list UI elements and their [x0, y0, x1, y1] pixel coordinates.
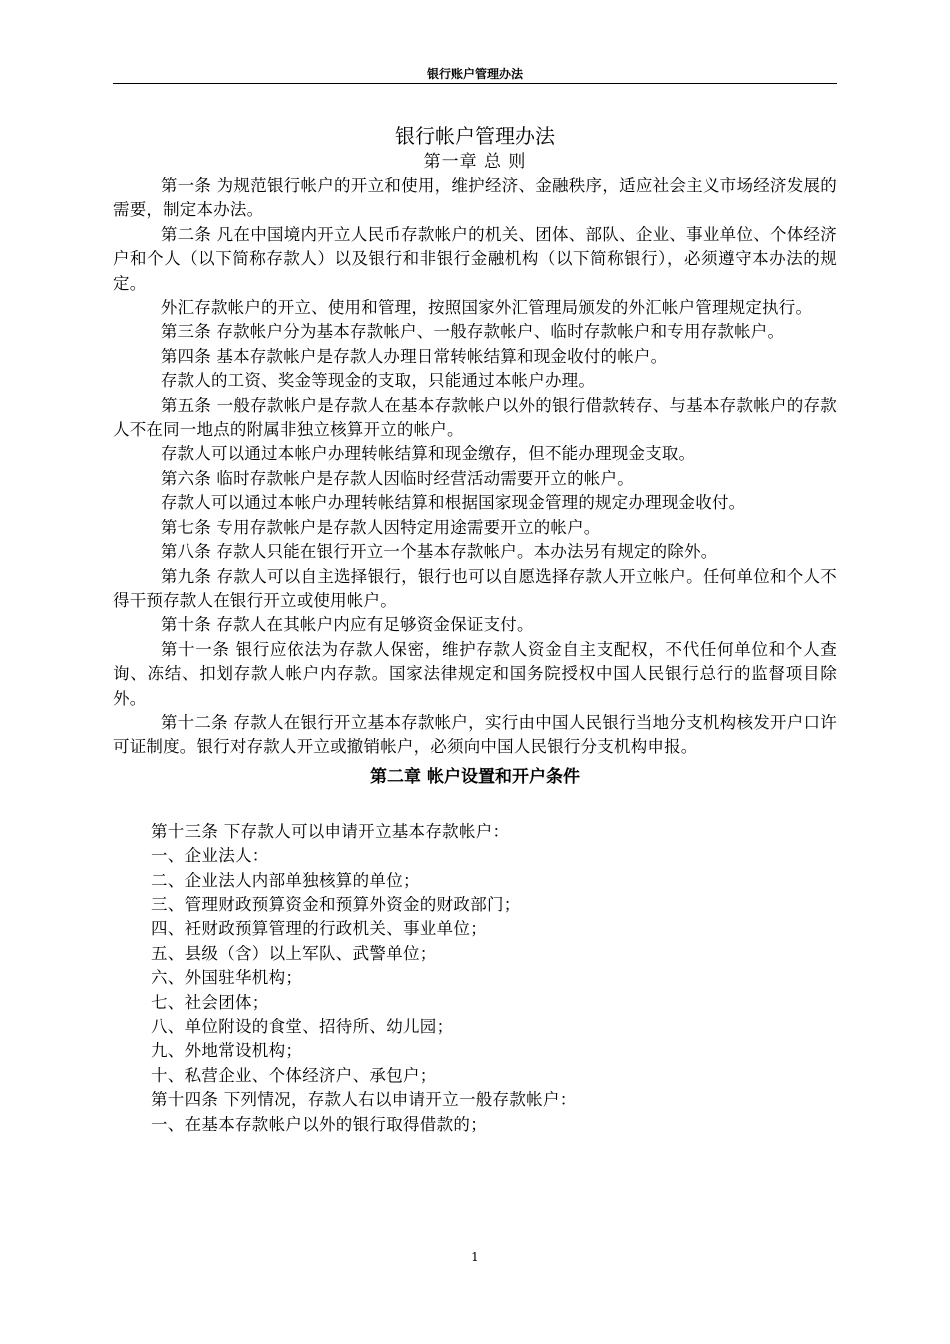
list-item: 五、县级（含）以上军队、武警单位； [151, 943, 437, 963]
list-item: 第十四条 下列情况，存款人右以申请开立一般存款帐户： [151, 1090, 577, 1110]
paragraph: 第五条 一般存款帐户是存款人在基本存款帐户以外的银行借款转存、与基本存款帐户的存款人不在同一地点的附属非独立核算开立的帐户。 [113, 395, 837, 440]
paragraph: 第十一条 银行应依法为存款人保密，维护存款人资金自主支配权，不代任何单位和个人查询、冻结、扣划存款人帐户内存款。国家法律规定和国务院授权中国人民银行总行的监督项目除外。 [113, 639, 837, 708]
chapter-heading-2: 第二章 帐户设置和开户条件 [370, 766, 580, 787]
paragraph: 第三条 存款帐户分为基本存款帐户、一般存款帐户、临时存款帐户和专用存款帐户。 [160, 322, 785, 342]
paragraph: 第七条 专用存款帐户是存款人因特定用途需要开立的帐户。 [160, 517, 601, 537]
paragraph: 第二条 凡在中国境内开立人民币存款帐户的机关、团体、部队、企业、事业单位、个体经济户和个人（以下简称存款人）以及银行和非银行金融机构（以下简称银行），必须遵守本办法的规定。 [113, 224, 837, 293]
paragraph: 第九条 存款人可以自主选择银行，银行也可以自愿选择存款人开立帐户。任何单位和个人不得干预存款人在银行开立或使用帐户。 [113, 566, 837, 610]
paragraph: 外汇存款帐户的开立、使用和管理，按照国家外汇管理局颁发的外汇帐户管理规定执行。 [160, 298, 813, 318]
document-body [113, 122, 837, 1137]
paragraph: 存款人可以通过本帐户办理转帐结算和现金缴存，但不能办理现金支取。 [160, 444, 696, 464]
list-item: 三、管理财政预算资金和预算外资金的财政部门； [151, 894, 521, 914]
article-list [113, 820, 837, 1137]
document-title: 银行帐户管理办法 [395, 124, 555, 148]
list-item: 二、企业法人内部单独核算的单位； [151, 870, 420, 890]
list-item: 第十三条 下存款人可以申请开立基本存款帐户： [151, 821, 510, 841]
list-item: 八、单位附设的食堂、招待所、幼儿园； [151, 1017, 454, 1036]
header-rule [113, 83, 837, 84]
paragraph: 存款人可以通过本帐户办理转帐结算和根据国家现金管理的规定办理现金收付。 [160, 493, 746, 513]
list-item: 六、外国驻华机构； [151, 968, 303, 988]
list-item: 四、衽财政预算管理的行政机关、事业单位； [151, 919, 487, 939]
list-item: 十、私营企业、个体经济户、承包户； [151, 1065, 437, 1085]
paragraph: 存款人的工资、奖金等现金的支取，只能通过本帐户办理。 [160, 371, 596, 391]
list-item: 一、在基本存款帐户以外的银行取得借款的； [151, 1114, 487, 1134]
page-number: 1 [471, 1250, 479, 1264]
paragraph: 第十二条 存款人在银行开立基本存款帐户，实行由中国人民银行当地分支机构核发开户口许可证制度。银行对存款人开立或撤销帐户，必须向中国人民银行分支机构申报。 [113, 712, 837, 757]
paragraph: 第四条 基本存款帐户是存款人办理日常转帐结算和现金收付的帐户。 [160, 346, 668, 366]
paragraph: 第六条 临时存款帐户是存款人因临时经营活动需要开立的帐户。 [160, 468, 634, 488]
page-header: 银行账户管理办法 [426, 67, 523, 81]
list-item: 一、企业法人： [151, 846, 269, 866]
list-item: 九、外地常设机构； [151, 1041, 303, 1061]
paragraph: 第一条 为规范银行帐户的开立和使用，维护经济、金融秩序，适应社会主义市场经济发展的需要，制定本办法。 [113, 176, 837, 220]
chapter-heading-1: 第一章 总 则 [423, 152, 527, 172]
paragraph: 第八条 存款人只能在银行开立一个基本存款帐户。本办法另有规定的除外。 [160, 542, 718, 562]
paragraph: 第十条 存款人在其帐户内应有足够资金保证支付。 [160, 615, 534, 635]
list-item: 七、社会团体； [151, 992, 269, 1012]
